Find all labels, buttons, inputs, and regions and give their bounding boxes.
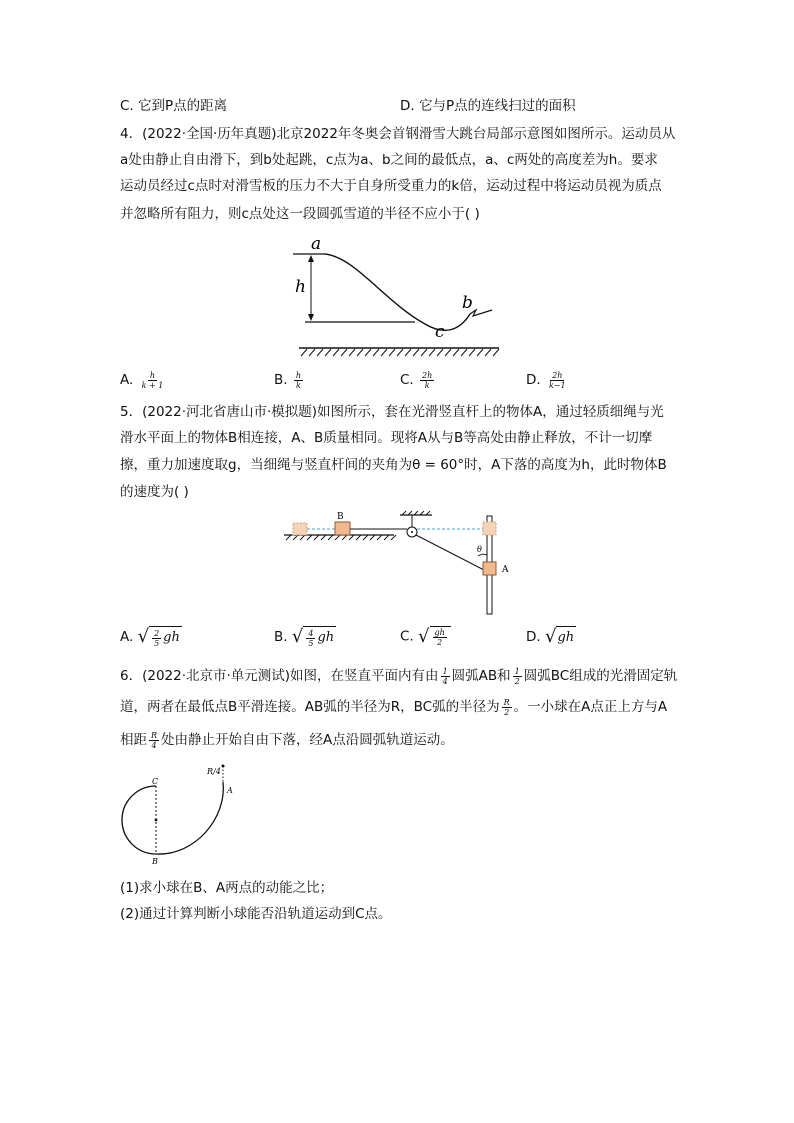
- q4-takeoff-kink: [470, 310, 492, 316]
- q4-arrow-down: [308, 314, 314, 321]
- q5-option-d-sqrt: √ gh: [544, 626, 575, 647]
- q6-text-line2: 道，两者在最低点B平滑连接。AB弧的半径为R，BC弧的半径为 $\frac{R}{2}$ 。一小球在A点正上方与A: [120, 697, 668, 717]
- q6-subquestion-1: (1)求小球在B、A两点的动能之比；: [120, 880, 334, 896]
- q4-label-h: h: [295, 277, 306, 297]
- q5-text-line4: 的速度为( ): [120, 484, 189, 500]
- q6-label-c: C: [152, 777, 159, 786]
- q4-ground-hatch: [301, 349, 499, 356]
- q5-label-theta: θ: [477, 545, 482, 554]
- q6-label-r4: R/4: [207, 767, 221, 776]
- q5-option-c-sqrt: √ $\frac{gh}{2}$: [418, 626, 451, 647]
- q6-frac-r-quarter: $\frac{R}{4}$: [151, 730, 158, 750]
- q4-option-a-frac: $\frac{h}{k + 1}$: [141, 370, 164, 390]
- q5-label-b: B: [337, 512, 344, 522]
- q4-slope-curve: [325, 254, 470, 330]
- q5-option-c-label: C.: [400, 628, 414, 645]
- q4-option-b[interactable]: [274, 370, 305, 390]
- q5-option-c[interactable]: [400, 626, 451, 647]
- q5-text-line3: 擦，重力加速度取g，当细绳与竖直杆间的夹角为θ = 60°时，A下落的高度为h，此时物体B: [120, 457, 667, 473]
- q4-text-line3: 运动员经过c点时对滑雪板的压力不大于自身所受重力的k倍，运动过程中将运动员视为质点: [120, 178, 662, 194]
- q6-label-a: A: [227, 786, 233, 795]
- q5-block-a: [483, 562, 496, 575]
- q4-option-d[interactable]: [526, 370, 570, 390]
- q5-rope-diagonal: [416, 535, 484, 570]
- q5-label-a: A: [502, 565, 509, 575]
- q6-frac-r-half: $\frac{R}{2}$: [503, 697, 510, 717]
- q4-option-b-label: B.: [274, 372, 288, 388]
- q6-frac-quarter: $\frac{1}{4}$: [442, 666, 448, 686]
- q6-frac-half: $\frac{1}{2}$: [514, 666, 520, 686]
- q4-text-line1: 4．(2022·全国·历年真题)北京2022年冬奥会首钢滑雪大跳台局部示意图如图所示。运动员从: [120, 126, 676, 142]
- q6-text-line3: 相距 $\frac{R}{4}$ 处由静止开始自由下落，经A点沿圆弧轨道运动。: [120, 730, 454, 750]
- q5-ghost-block-b: [293, 523, 307, 535]
- q5-ghost-block-a: [483, 522, 496, 535]
- q4-option-d-frac: $\frac{2h}{k-1}$: [548, 370, 566, 390]
- q5-angle-arc: [478, 554, 487, 556]
- q4-arrow-up: [308, 255, 314, 262]
- q3-option-d[interactable]: D. 它与P点的连线扫过的面积: [400, 98, 576, 114]
- q4-option-c-frac: $\frac{2h}{k}$: [422, 370, 433, 390]
- q6-arc-bc: [122, 786, 156, 854]
- q4-option-c[interactable]: [400, 370, 436, 390]
- q6-track-figure: [115, 758, 245, 868]
- q5-option-a-label: A.: [120, 629, 134, 645]
- q4-option-c-label: C.: [400, 372, 414, 388]
- q4-label-b: b: [462, 293, 473, 313]
- q5-ground-hatch: [286, 535, 396, 540]
- q3-option-c[interactable]: C. 它到P点的距离: [120, 98, 228, 114]
- q6-subquestion-2: (2)通过计算判断小球能否沿轨道运动到C点。: [120, 906, 392, 922]
- q5-pulley-figure: [282, 508, 522, 618]
- q4-option-a[interactable]: [120, 370, 167, 390]
- q4-ski-slope-figure: [285, 232, 510, 360]
- q5-text-line2: 滑水平面上的物体B相连接，A、B质量相同。现将A从与B等高处由静止释放，不计一切摩: [120, 430, 653, 446]
- q5-option-b[interactable]: [274, 626, 336, 648]
- q6-center-dot: [155, 819, 158, 822]
- q4-text-line2: a处由静止自由滑下，到b处起跳，c点为a、b之间的最低点，a、c两处的高度差为h。要求: [120, 152, 658, 168]
- q5-option-d-label: D.: [526, 629, 541, 645]
- q6-ball: [222, 765, 225, 768]
- q6-text-line1: 6．(2022·北京市·单元测试)如图，在竖直平面内有由 $\frac{1}{4}$ 圆弧AB和 $\frac{1}{2}$ 圆弧BC组成的光滑固定轨: [120, 666, 678, 686]
- q5-option-a-sqrt: √ $\frac{2}{5}$ gh: [137, 626, 180, 648]
- q4-option-b-frac: $\frac{h}{k}$: [295, 370, 302, 390]
- q5-option-b-label: B.: [274, 629, 288, 645]
- q5-option-d[interactable]: [526, 626, 576, 648]
- q6-label-b: B: [152, 857, 158, 866]
- q4-label-a: a: [311, 234, 322, 254]
- q4-label-c: c: [435, 322, 445, 342]
- q5-option-b-sqrt: √ $\frac{4}{5}$ gh: [291, 626, 335, 648]
- q4-option-a-label: A.: [120, 372, 134, 388]
- q4-option-d-label: D.: [526, 372, 541, 388]
- q5-block-b: [335, 522, 350, 535]
- q4-text-line4: 并忽略所有阻力，则c点处这一段圆弧雪道的半径不应小于( ): [120, 206, 480, 222]
- q6-arc-ab: [156, 782, 223, 854]
- q5-text-line1: 5．(2022·河北省唐山市·模拟题)如图所示，套在光滑竖直杆上的物体A，通过轻质细绳与光: [120, 404, 664, 420]
- q5-option-a[interactable]: [120, 626, 182, 648]
